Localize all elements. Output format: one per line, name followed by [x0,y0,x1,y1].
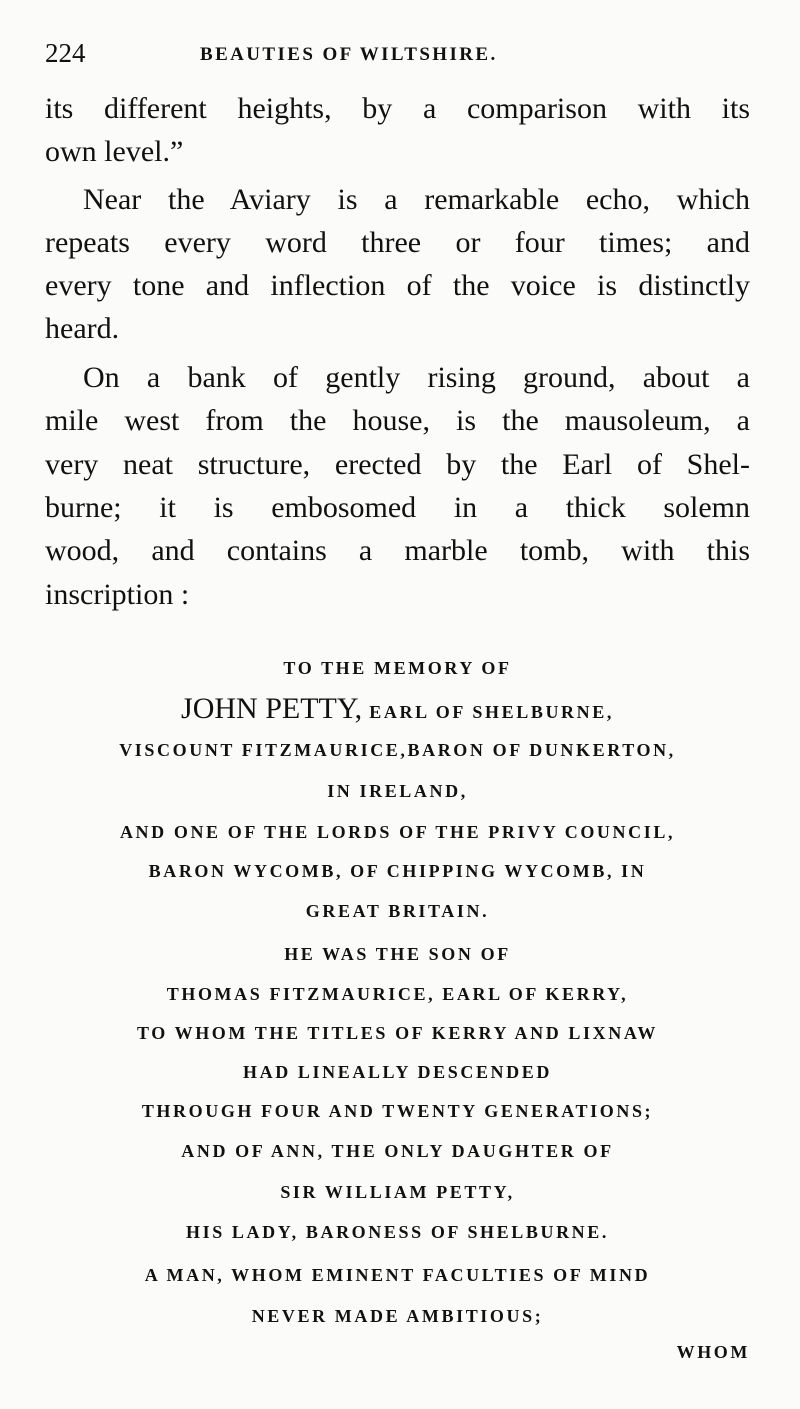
inscription-line: THOMAS FITZMAURICE, EARL OF KERRY, [166,984,629,1004]
body-line: every tone and inflection of the voice is distinctly [45,269,750,302]
page-number: 224 [45,38,86,68]
inscription-line [45,692,750,726]
body-line: repeats every word three or four times; and [45,226,750,259]
inscription-line: BARON WYCOMB, OF CHIPPING WYCOMB, IN [148,861,647,881]
body-line: Near the Aviary is a remarkable echo, which [83,183,750,216]
inscription-line: GREAT BRITAIN. [305,901,490,921]
inscription-line: THROUGH FOUR AND TWENTY GENERATIONS; [141,1101,654,1121]
inscription-line: TO THE MEMORY OF [283,658,512,678]
inscription-line: A MAN, WHOM EMINENT FACULTIES OF MIND [144,1265,651,1285]
body-line: inscription : [45,578,190,611]
inscription-line: TO WHOM THE TITLES OF KERRY AND LIXNAW [136,1023,659,1043]
inscription-title: EARL OF SHELBURNE, [362,702,614,722]
body-line: heard. [45,312,120,345]
inscription-line: VISCOUNT FITZMAURICE,BARON OF DUNKERTON, [119,740,676,760]
inscription-line: HE WAS THE SON OF [284,944,511,964]
body-line: On a bank of gently rising ground, about a [83,361,750,394]
inscription-line: HIS LADY, BARONESS OF SHELBURNE. [186,1222,609,1242]
body-line: very neat structure, erected by the Earl of Shel- [45,448,750,481]
inscription-line: AND OF ANN, THE ONLY DAUGHTER OF [181,1141,614,1161]
inscription-line: HAD LINEALLY DESCENDED [243,1062,552,1082]
body-line: mile west from the house, is the mausoleum, a [45,404,750,437]
body-line: its different heights, by a comparison with its [45,92,750,125]
inscription-line: SIR WILLIAM PETTY, [280,1182,515,1202]
catchword: WHOM [676,1342,750,1362]
running-title: BEAUTIES OF WILTSHIRE. [200,44,498,65]
inscription-line: IN IRELAND, [327,781,468,801]
inscription-line: NEVER MADE AMBITIOUS; [251,1306,544,1326]
body-line: burne; it is embosomed in a thick solemn [45,491,750,524]
inscription-line: AND ONE OF THE LORDS OF THE PRIVY COUNCIL, [119,822,676,842]
body-line: own level.” [45,135,184,168]
inscription-name: JOHN PETTY, [181,692,363,725]
body-line: wood, and contains a marble tomb, with this [45,534,750,567]
